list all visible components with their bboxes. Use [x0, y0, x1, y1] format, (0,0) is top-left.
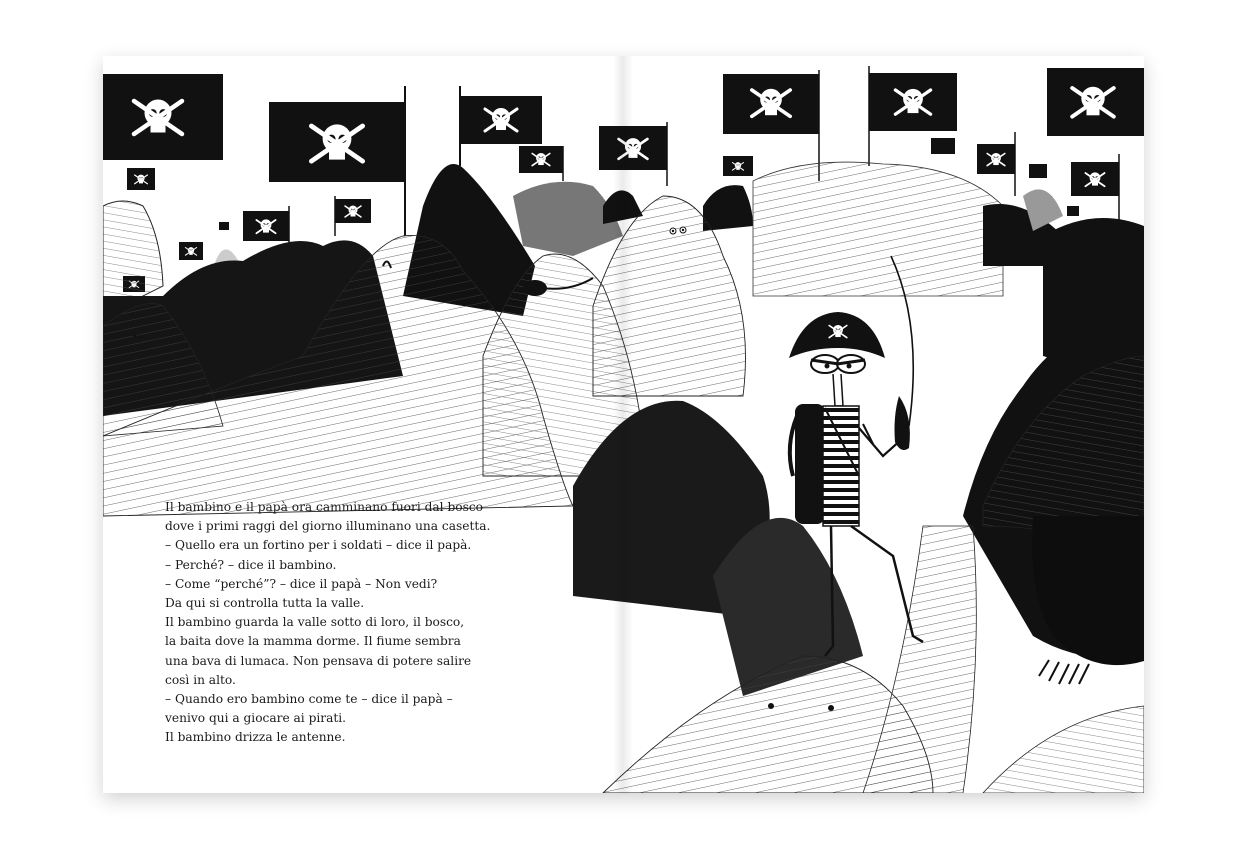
story-line: la baita dove la mamma dorme. Il fiume sembra [165, 634, 461, 649]
skull-flag [1047, 68, 1144, 136]
skull-flag [103, 74, 223, 160]
story-line: – Perché? – dice il bambino. [165, 557, 337, 572]
story-line: – Quando ero bambino come te – dice il papà – [165, 692, 453, 707]
story-line: – Come “perché”? – dice il papà – Non vedi? [165, 576, 438, 591]
book-spread [103, 56, 1144, 793]
skull-flag [599, 122, 667, 186]
story-line: Da qui si controlla tutta la valle. [165, 596, 365, 611]
story-text [165, 498, 525, 748]
story-line: così in alto. [165, 672, 236, 687]
story-line: una bava di lumaca. Non pensava di potere salire [165, 653, 472, 668]
skull-flag [243, 206, 289, 246]
story-line: venivo qui a giocare ai pirati. [165, 711, 347, 726]
skull-flag [519, 146, 563, 181]
skull-flag [127, 168, 155, 190]
story-line: Il bambino guarda la valle sotto di loro, il bosco, [165, 615, 465, 630]
story-line: – Quello era un fortino per i soldati – dice il papà. [165, 538, 472, 553]
story-line: Il bambino e il papà ora camminano fuori dal bosco [165, 500, 484, 514]
skull-flag [335, 196, 371, 236]
skull-flag [977, 132, 1015, 196]
story-line: dove i primi raggi del giorno illuminano una casetta. [165, 519, 491, 534]
story-line: Il bambino drizza le antenne. [165, 730, 346, 745]
